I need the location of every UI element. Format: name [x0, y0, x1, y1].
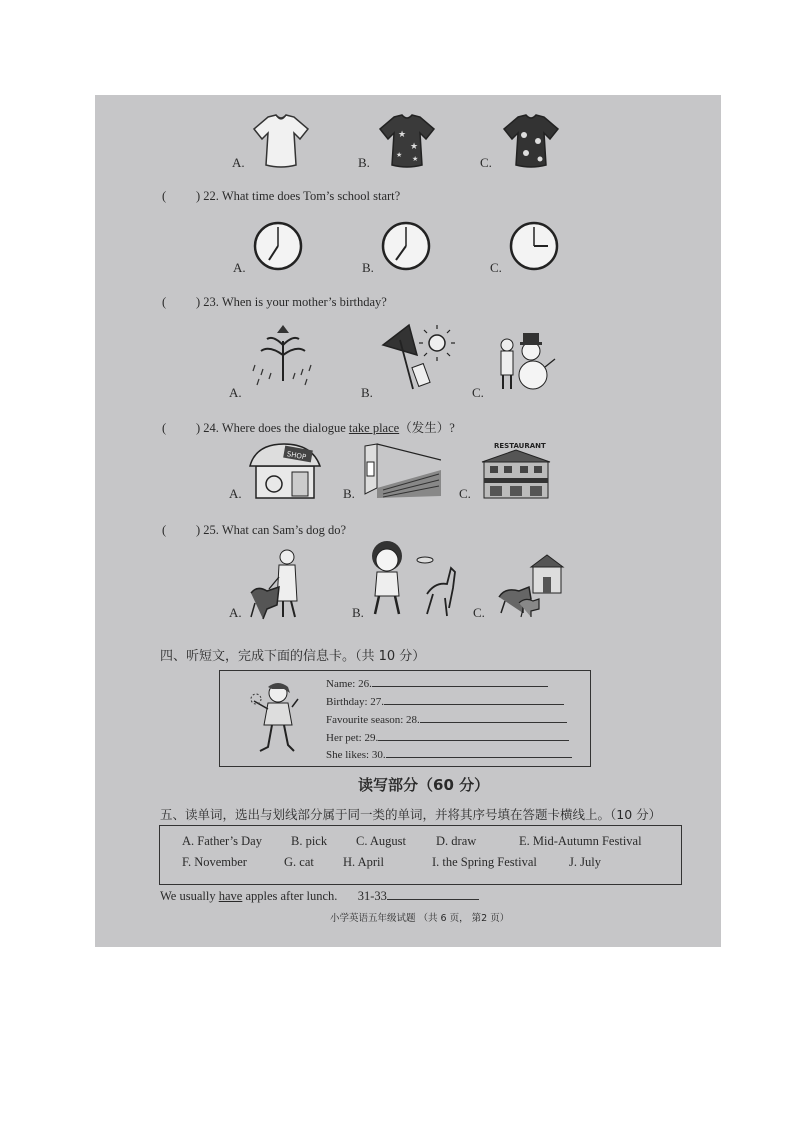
dog-guarding-house-image: [495, 547, 565, 619]
word-g: G. cat: [284, 855, 314, 869]
answer-blank[interactable]: [384, 695, 564, 705]
section-5-title: 五、读单词，选出与划线部分属于同一类的单词，并将其序号填在答题卡横线上。（10 分）: [160, 807, 662, 822]
q22-option-a-label: A.: [233, 260, 246, 275]
answer-blank[interactable]: [420, 713, 567, 723]
answer-blank[interactable]: [372, 677, 548, 687]
question-text: What can Sam’s dog do?: [221, 523, 347, 537]
word-c: C. August: [356, 834, 407, 848]
answer-paren-close: ): [196, 523, 201, 537]
exam-page: [95, 95, 721, 947]
answer-paren-close: ): [196, 295, 201, 309]
question-31-33: We usually have apples after lunch. 31-33: [160, 889, 479, 904]
girl-cartoon-image: [250, 681, 300, 755]
word-h: H. April: [343, 855, 384, 869]
reading-writing-part-title: 读写部分（60 分）: [358, 776, 490, 794]
word-e: E. Mid-Autumn Festival: [519, 834, 642, 848]
answer-blank[interactable]: [386, 748, 572, 758]
word-bank-box: [159, 825, 682, 885]
restaurant-building-image: [480, 440, 552, 502]
word-f: F. November: [182, 855, 247, 869]
info-card: [219, 670, 591, 767]
word-j: J. July: [569, 855, 601, 869]
q22-option-c-label: C.: [490, 260, 502, 275]
q25-option-b-label: B.: [352, 605, 364, 620]
clock-image-c: [508, 215, 560, 277]
clock-image-a: [252, 215, 304, 277]
svg-text:★: ★: [410, 141, 419, 151]
question-text: When is your mother’s birthday?: [221, 295, 387, 309]
svg-text:★: ★: [412, 155, 419, 163]
question-text: What time does Tom’s school start?: [221, 189, 401, 203]
restaurant-sign: RESTAURANT: [494, 442, 546, 450]
q22-option-b-label: B.: [362, 260, 374, 275]
info-line-season: Favourite season: 28.: [326, 713, 567, 726]
cinema-seats-image: [363, 440, 441, 502]
q24-option-a-label: A.: [229, 486, 242, 501]
q24-option-c-label: C.: [459, 486, 471, 501]
word-b: B. pick: [291, 834, 328, 848]
section-4-title: 四、听短文，完成下面的信息卡。（共 10 分）: [160, 649, 426, 664]
page-footer: 小学英语五年级试题 （共 6 页， 第2 页）: [330, 913, 510, 924]
question-number: 31-33: [357, 889, 387, 903]
word-d: D. draw: [436, 834, 477, 848]
boy-frisbee-dog-image: [365, 538, 461, 623]
question-number: 25.: [203, 523, 219, 537]
q23-option-b-label: B.: [361, 385, 373, 400]
underlined-phrase: take place: [348, 421, 400, 435]
star-print-tshirt-image: [376, 113, 438, 171]
answer-paren-close: ): [196, 189, 201, 203]
word-a: A. Father’s Day: [182, 834, 262, 848]
clock-image-b: [380, 215, 432, 277]
answer-paren-open: (: [162, 523, 167, 537]
question-24: [162, 418, 455, 436]
q21-option-c-label: C.: [480, 155, 492, 170]
info-line-birthday: Birthday: 27.: [326, 695, 564, 708]
shop-building-image: [248, 440, 322, 502]
spring-plant-rain-image: [247, 321, 319, 393]
q23-option-c-label: C.: [472, 385, 484, 400]
q25-option-c-label: C.: [473, 605, 485, 620]
plain-tshirt-image: [250, 113, 312, 171]
svg-text:★: ★: [396, 151, 403, 159]
answer-blank[interactable]: [387, 890, 479, 900]
underlined-word: have: [218, 889, 243, 903]
q23-option-a-label: A.: [229, 385, 242, 400]
question-number: 24.: [203, 421, 219, 435]
info-line-likes: She likes: 30.: [326, 748, 572, 761]
question-25: [162, 523, 346, 538]
answer-paren-close: ): [196, 421, 201, 435]
question-number: 22.: [203, 189, 219, 203]
q25-option-a-label: A.: [229, 605, 242, 620]
answer-paren-open: (: [162, 421, 167, 435]
q21-option-a-label: A.: [232, 155, 245, 170]
svg-text:★: ★: [398, 129, 407, 139]
q21-option-b-label: B.: [358, 155, 370, 170]
info-line-name: Name: 26.: [326, 677, 548, 690]
word-i: I. the Spring Festival: [432, 855, 537, 869]
shop-sign: SHOP: [286, 450, 307, 462]
question-22: [162, 189, 400, 204]
q24-option-b-label: B.: [343, 486, 355, 501]
answer-paren-open: (: [162, 189, 167, 203]
answer-paren-open: (: [162, 295, 167, 309]
answer-blank[interactable]: [378, 731, 569, 741]
question-text-tail: （发生）?: [399, 421, 455, 435]
flower-print-tshirt-image: [500, 113, 562, 171]
question-text: Where does the dialogue: [221, 421, 349, 435]
winter-snowman-image: [493, 321, 559, 393]
question-number: 23.: [203, 295, 219, 309]
question-23: [162, 295, 387, 310]
info-line-pet: Her pet: 29.: [326, 731, 569, 744]
guide-dog-image: [247, 547, 305, 621]
summer-umbrella-sun-image: [377, 321, 457, 393]
